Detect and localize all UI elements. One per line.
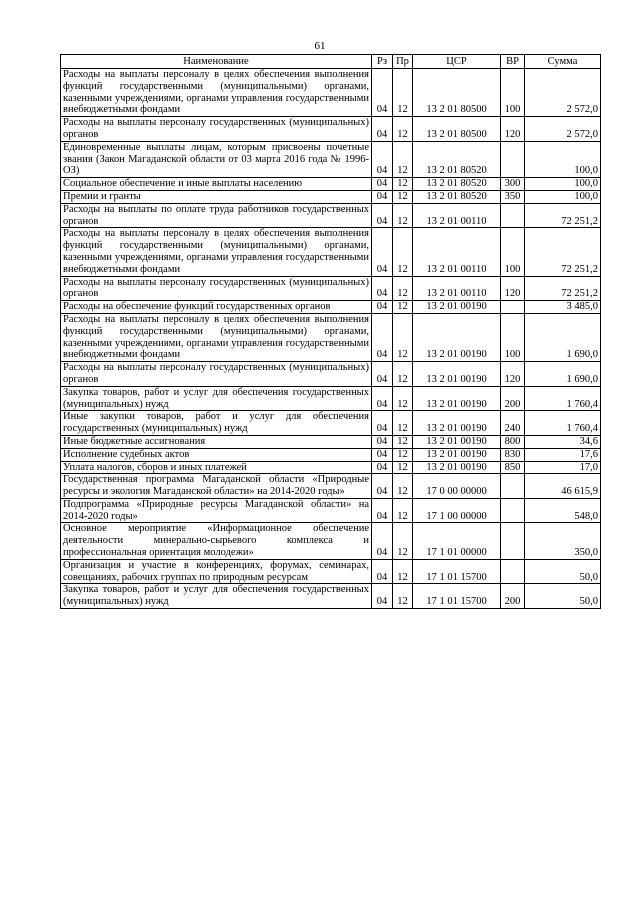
row-rz-cell: 04 (372, 498, 393, 523)
row-name-cell: Расходы на выплаты персоналу в целях обеспечения выполнения функций государственными (муниципальными) органами, казенными учреждениями, органами управления государственными внебюджетными фондами (61, 69, 372, 117)
row-rz-cell: 04 (372, 448, 393, 461)
row-name-cell: Организация и участие в конференциях, форумах, семинарах, совещаниях, рабочих группах по природным ресурсам (61, 559, 372, 584)
table-row (61, 228, 601, 276)
table-row (61, 276, 601, 301)
row-csr-cell: 13 2 01 00190 (413, 313, 501, 361)
row-pr-cell: 12 (393, 203, 413, 228)
row-sum-cell: 50,0 (525, 584, 601, 609)
row-rz-cell: 04 (372, 559, 393, 584)
row-rz-cell: 04 (372, 141, 393, 177)
row-csr-cell: 13 2 01 00110 (413, 203, 501, 228)
row-csr-cell: 13 2 01 00190 (413, 435, 501, 448)
row-rz-cell: 04 (372, 435, 393, 448)
row-rz-cell: 04 (372, 117, 393, 142)
row-sum-cell: 72 251,2 (525, 203, 601, 228)
row-pr-cell: 12 (393, 313, 413, 361)
row-vr-cell: 830 (501, 448, 525, 461)
row-pr-cell: 12 (393, 301, 413, 314)
row-csr-cell: 17 1 01 15700 (413, 584, 501, 609)
row-vr-cell: 300 (501, 178, 525, 191)
row-name-cell: Государственная программа Магаданской области «Природные ресурсы и экология Магаданской области» на 2014-2020 годы» (61, 474, 372, 499)
table-row (61, 190, 601, 203)
row-name-cell: Единовременные выплаты лицам, которым присвоены почетные звания (Закон Магаданской области от 03 марта 2016 года № 1996-ОЗ) (61, 141, 372, 177)
row-vr-cell (501, 474, 525, 499)
row-csr-cell: 17 1 01 15700 (413, 559, 501, 584)
row-sum-cell: 100,0 (525, 190, 601, 203)
row-sum-cell: 50,0 (525, 559, 601, 584)
table-row (61, 559, 601, 584)
row-pr-cell: 12 (393, 498, 413, 523)
row-vr-cell: 350 (501, 190, 525, 203)
row-sum-cell: 100,0 (525, 141, 601, 177)
row-pr-cell: 12 (393, 178, 413, 191)
row-name-cell: Расходы на выплаты по оплате труда работников государственных органов (61, 203, 372, 228)
row-vr-cell: 200 (501, 584, 525, 609)
table-row (61, 141, 601, 177)
table-row (61, 117, 601, 142)
column-header-csr: ЦСР (413, 55, 501, 69)
row-vr-cell (501, 141, 525, 177)
row-pr-cell: 12 (393, 435, 413, 448)
row-rz-cell: 04 (372, 276, 393, 301)
row-name-cell: Расходы на выплаты персоналу в целях обеспечения выполнения функций государственными (муниципальными) органами, казенными учреждениями, органами управления государственными внебюджетными фондами (61, 313, 372, 361)
row-rz-cell: 04 (372, 313, 393, 361)
column-header-name: Наименование (61, 55, 372, 69)
row-name-cell: Закупка товаров, работ и услуг для обеспечения государственных (муниципальных) нужд (61, 386, 372, 411)
table-row (61, 411, 601, 436)
row-sum-cell: 2 572,0 (525, 117, 601, 142)
row-sum-cell: 1 690,0 (525, 313, 601, 361)
row-pr-cell: 12 (393, 411, 413, 436)
row-pr-cell: 12 (393, 386, 413, 411)
row-name-cell: Иные бюджетные ассигнования (61, 435, 372, 448)
row-vr-cell (501, 301, 525, 314)
row-rz-cell: 04 (372, 523, 393, 559)
row-vr-cell: 120 (501, 276, 525, 301)
row-rz-cell: 04 (372, 386, 393, 411)
row-csr-cell: 13 2 01 00190 (413, 411, 501, 436)
row-pr-cell: 12 (393, 117, 413, 142)
row-csr-cell: 13 2 01 00190 (413, 448, 501, 461)
row-pr-cell: 12 (393, 448, 413, 461)
row-pr-cell: 12 (393, 228, 413, 276)
row-rz-cell: 04 (372, 362, 393, 387)
row-vr-cell: 120 (501, 117, 525, 142)
row-csr-cell: 13 2 01 00190 (413, 461, 501, 474)
row-name-cell: Подпрограмма «Природные ресурсы Магаданской области» на 2014-2020 годы» (61, 498, 372, 523)
row-csr-cell: 13 2 01 00190 (413, 386, 501, 411)
row-csr-cell: 17 0 00 00000 (413, 474, 501, 499)
table-row (61, 301, 601, 314)
column-header-rz: Рз (372, 55, 393, 69)
table-body (61, 69, 601, 609)
row-vr-cell (501, 498, 525, 523)
row-csr-cell: 17 1 01 00000 (413, 523, 501, 559)
row-csr-cell: 13 2 01 00110 (413, 276, 501, 301)
row-vr-cell: 120 (501, 362, 525, 387)
row-pr-cell: 12 (393, 584, 413, 609)
row-vr-cell: 100 (501, 313, 525, 361)
row-name-cell: Основное мероприятие «Информационное обеспечение деятельности минерально-сырьевого комплекса и профессиональная ориентация молодежи» (61, 523, 372, 559)
row-name-cell: Закупка товаров, работ и услуг для обеспечения государственных (муниципальных) нужд (61, 584, 372, 609)
row-vr-cell (501, 559, 525, 584)
table-row (61, 523, 601, 559)
row-sum-cell: 1 690,0 (525, 362, 601, 387)
row-sum-cell: 34,6 (525, 435, 601, 448)
row-name-cell: Расходы на выплаты персоналу государственных (муниципальных) органов (61, 362, 372, 387)
table-row (61, 362, 601, 387)
row-sum-cell: 100,0 (525, 178, 601, 191)
table-row (61, 474, 601, 499)
table-row (61, 584, 601, 609)
table-row (61, 69, 601, 117)
table-row (61, 203, 601, 228)
row-pr-cell: 12 (393, 362, 413, 387)
row-vr-cell: 100 (501, 69, 525, 117)
table-row (61, 313, 601, 361)
row-name-cell: Премии и гранты (61, 190, 372, 203)
row-vr-cell (501, 523, 525, 559)
row-pr-cell: 12 (393, 276, 413, 301)
table-row (61, 178, 601, 191)
row-csr-cell: 13 2 01 80520 (413, 141, 501, 177)
row-name-cell: Иные закупки товаров, работ и услуг для обеспечения государственных (муниципальных) нужд (61, 411, 372, 436)
row-sum-cell: 350,0 (525, 523, 601, 559)
row-vr-cell: 800 (501, 435, 525, 448)
row-rz-cell: 04 (372, 474, 393, 499)
row-sum-cell: 17,0 (525, 461, 601, 474)
row-csr-cell: 13 2 01 80500 (413, 117, 501, 142)
table-row (61, 461, 601, 474)
row-vr-cell: 200 (501, 386, 525, 411)
row-pr-cell: 12 (393, 461, 413, 474)
table-row (61, 386, 601, 411)
row-pr-cell: 12 (393, 190, 413, 203)
row-pr-cell: 12 (393, 474, 413, 499)
row-csr-cell: 13 2 01 80520 (413, 190, 501, 203)
column-header-pr: Пр (393, 55, 413, 69)
column-header-vr: ВР (501, 55, 525, 69)
row-pr-cell: 12 (393, 141, 413, 177)
row-vr-cell: 240 (501, 411, 525, 436)
row-sum-cell: 72 251,2 (525, 228, 601, 276)
row-vr-cell (501, 203, 525, 228)
row-csr-cell: 13 2 01 80500 (413, 69, 501, 117)
row-sum-cell: 1 760,4 (525, 386, 601, 411)
row-pr-cell: 12 (393, 559, 413, 584)
row-csr-cell: 13 2 01 00110 (413, 228, 501, 276)
row-rz-cell: 04 (372, 178, 393, 191)
row-rz-cell: 04 (372, 411, 393, 436)
row-csr-cell: 13 2 01 80520 (413, 178, 501, 191)
row-name-cell: Расходы на обеспечение функций государственных органов (61, 301, 372, 314)
row-sum-cell: 548,0 (525, 498, 601, 523)
budget-table (60, 54, 601, 609)
row-rz-cell: 04 (372, 190, 393, 203)
row-vr-cell: 850 (501, 461, 525, 474)
row-csr-cell: 13 2 01 00190 (413, 362, 501, 387)
row-pr-cell: 12 (393, 69, 413, 117)
row-csr-cell: 17 1 00 00000 (413, 498, 501, 523)
row-name-cell: Социальное обеспечение и иные выплаты населению (61, 178, 372, 191)
row-sum-cell: 3 485,0 (525, 301, 601, 314)
column-header-sum: Сумма (525, 55, 601, 69)
row-name-cell: Исполнение судебных актов (61, 448, 372, 461)
table-row (61, 498, 601, 523)
row-sum-cell: 72 251,2 (525, 276, 601, 301)
row-csr-cell: 13 2 01 00190 (413, 301, 501, 314)
row-rz-cell: 04 (372, 228, 393, 276)
row-name-cell: Расходы на выплаты персоналу в целях обеспечения выполнения функций государственными (муниципальными) органами, казенными учреждениями, органами управления государственными внебюджетными фондами (61, 228, 372, 276)
row-name-cell: Расходы на выплаты персоналу государственных (муниципальных) органов (61, 276, 372, 301)
table-row (61, 435, 601, 448)
row-rz-cell: 04 (372, 69, 393, 117)
row-sum-cell: 17,6 (525, 448, 601, 461)
row-rz-cell: 04 (372, 461, 393, 474)
row-name-cell: Расходы на выплаты персоналу государственных (муниципальных) органов (61, 117, 372, 142)
table-header-row (61, 55, 601, 69)
row-pr-cell: 12 (393, 523, 413, 559)
page-number: 61 (314, 40, 326, 52)
row-vr-cell: 100 (501, 228, 525, 276)
row-rz-cell: 04 (372, 203, 393, 228)
row-name-cell: Уплата налогов, сборов и иных платежей (61, 461, 372, 474)
row-sum-cell: 2 572,0 (525, 69, 601, 117)
table-row (61, 448, 601, 461)
row-rz-cell: 04 (372, 584, 393, 609)
row-sum-cell: 1 760,4 (525, 411, 601, 436)
row-rz-cell: 04 (372, 301, 393, 314)
row-sum-cell: 46 615,9 (525, 474, 601, 499)
